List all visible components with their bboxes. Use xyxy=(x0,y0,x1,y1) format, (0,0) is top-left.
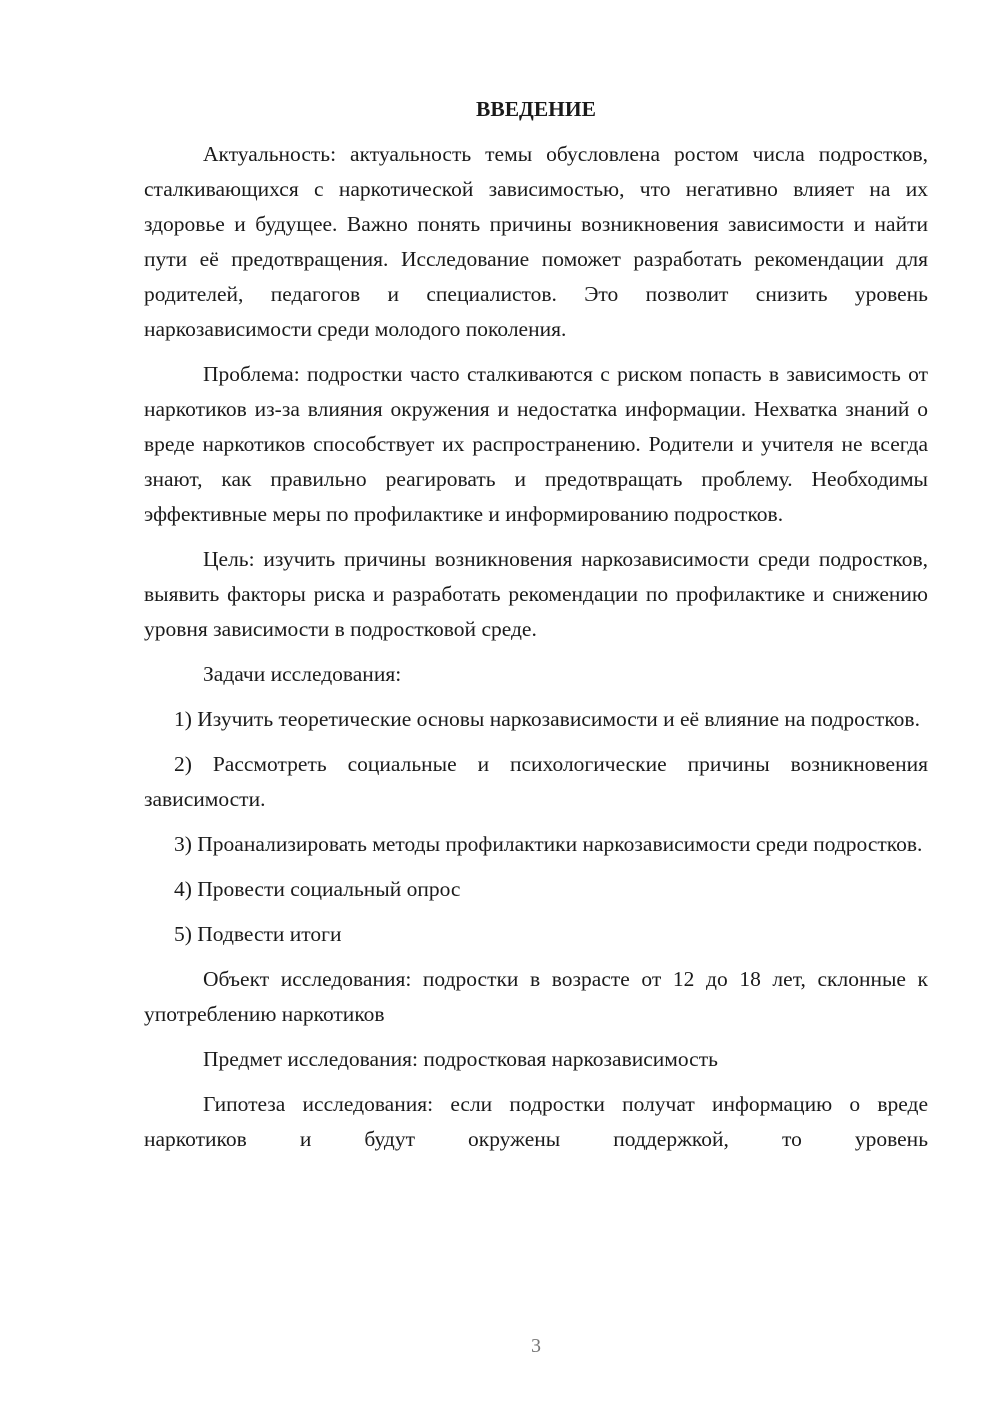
paragraph-problem: Проблема: подростки часто сталкиваются с риском попасть в зависимость от наркотиков из-за влияния окружения и недостатка информации. Нехватка знаний о вреде наркотиков способствует их распространению. Родители и учителя не всегда знают, как правильно реагировать и предотвращать проблему. Необходимы эффективные меры по профилактике и информированию подростков. xyxy=(144,362,928,526)
page-number: 3 xyxy=(531,1335,541,1357)
paragraph-goal: Цель: изучить причины возникновения наркозависимости среди подростков, выявить факторы риска и разработать рекомендации по профилактике и снижению уровня зависимости в подростковой среде. xyxy=(144,547,928,641)
task-item-4: 4) Провести социальный опрос xyxy=(174,877,461,901)
paragraph-subject: Предмет исследования: подростковая наркозависимость xyxy=(203,1047,718,1071)
page-title: ВВЕДЕНИЕ xyxy=(476,97,596,121)
paragraph-object: Объект исследования: подростки в возрасте от 12 до 18 лет, склонные к употреблению наркотиков xyxy=(144,967,928,1026)
paragraph-hypothesis: Гипотеза исследования: если подростки получат информацию о вреде наркотиков и будут окружены поддержкой, то уровень xyxy=(144,1092,928,1151)
task-item-2: 2) Рассмотреть социальные и психологические причины возникновения зависимости. xyxy=(144,752,928,811)
paragraph-tasks-heading: Задачи исследования: xyxy=(203,662,402,686)
task-item-3: 3) Проанализировать методы профилактики наркозависимости среди подростков. xyxy=(174,832,923,856)
task-item-1: 1) Изучить теоретические основы наркозависимости и её влияние на подростков. xyxy=(174,707,920,731)
paragraph-relevance: Актуальность: актуальность темы обусловлена ростом числа подростков, сталкивающихся с наркотической зависимостью, что негативно влияет на их здоровье и будущее. Важно понять причины возникновения зависимости и найти пути её предотвращения. Исследование поможет разработать рекомендации для родителей, педагогов и специалистов. Это позволит снизить уровень наркозависимости среди молодого поколения. xyxy=(144,142,928,341)
document-page xyxy=(144,92,928,1167)
task-item-5: 5) Подвести итоги xyxy=(174,922,342,946)
